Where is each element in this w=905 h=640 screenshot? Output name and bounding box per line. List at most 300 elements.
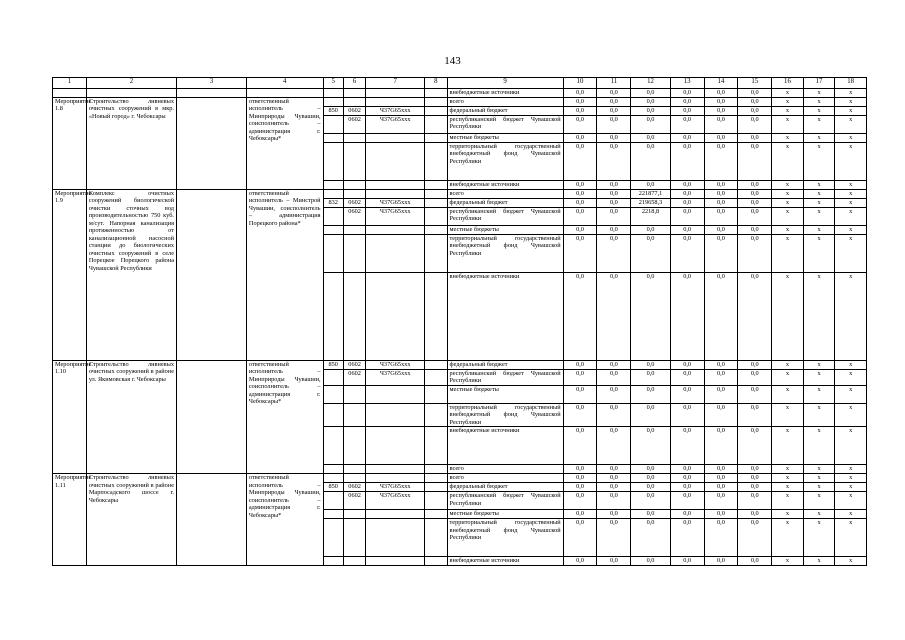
grbs-code [323,272,343,360]
vr-code [425,510,448,519]
grbs-code: 850 [323,106,343,115]
funding-value: 0,0 [597,189,631,198]
rzpr-code: 0602 [343,360,366,369]
vr-code [425,369,448,385]
funding-value: 0,0 [704,492,738,510]
vr-code [425,465,448,474]
csr-code [366,97,425,106]
x-mark: х [803,97,835,106]
funding-value: 0,0 [704,142,738,180]
empty-cell [246,89,323,98]
funding-value: 0,0 [563,106,597,115]
vr-code [425,189,448,198]
funding-value: 0,0 [563,510,597,519]
funding-value: 0,0 [597,403,631,427]
funding-value: 0,0 [704,133,738,142]
funding-source: местные бюджеты [447,510,563,519]
x-mark: х [835,225,867,234]
funding-value: 0,0 [631,89,670,98]
funding-value: 0,0 [631,427,670,465]
column-number: 2 [86,78,176,89]
empty-cell [425,89,448,98]
x-mark: х [835,180,867,189]
vr-code [425,519,448,557]
funding-value: 0,0 [670,492,704,510]
funding-source: федеральный бюджет [447,198,563,207]
rzpr-code: 0602 [343,106,366,115]
funding-value: 0,0 [563,483,597,492]
rzpr-code [343,465,366,474]
grbs-code [323,492,343,510]
vr-code [425,180,448,189]
funding-value: 0,0 [670,115,704,133]
funding-value: 0,0 [563,385,597,403]
x-mark: х [803,403,835,427]
funding-value: 0,0 [704,106,738,115]
x-mark: х [772,142,804,180]
x-mark: х [803,369,835,385]
grbs-code [323,133,343,142]
funding-source: республиканский бюджет Чувашской Республики [447,492,563,510]
funding-value: 0,0 [597,198,631,207]
funding-source: местные бюджеты [447,133,563,142]
funding-value: 0,0 [670,403,704,427]
x-mark: х [835,115,867,133]
column-number: 15 [738,78,772,89]
csr-code: Ч37G65ххх [366,198,425,207]
rzpr-code [343,133,366,142]
funding-value: 0,0 [597,360,631,369]
csr-code [366,180,425,189]
x-mark: х [803,207,835,225]
csr-code: Ч37G65ххх [366,483,425,492]
csr-code: Ч37G65ххх [366,492,425,510]
csr-code [366,474,425,483]
x-mark: х [772,465,804,474]
vr-code [425,557,448,566]
vr-code [425,272,448,360]
csr-code [366,225,425,234]
rzpr-code: 0602 [343,492,366,510]
funding-value: 0,0 [670,207,704,225]
x-mark: х [772,385,804,403]
csr-code: Ч37G65ххх [366,115,425,133]
responsible-executor: ответственный исполнитель – Минприроды Чувашии, соисполнитель – администрация г. Чебоксары* [246,360,323,474]
csr-code [366,557,425,566]
rzpr-code [343,557,366,566]
responsible-executor: ответственный исполнитель – Минприроды Чувашии, соисполнитель – администрация г. Чебоксары* [246,474,323,566]
funding-value: 0,0 [738,557,772,566]
column-number: 17 [803,78,835,89]
funding-value: 0,0 [597,234,631,272]
csr-code: Ч37G65ххх [366,360,425,369]
vr-code [425,492,448,510]
funding-value: 0,0 [670,272,704,360]
funding-value: 0,0 [670,510,704,519]
funding-value: 0,0 [704,225,738,234]
rzpr-code: 0602 [343,483,366,492]
funding-source: внебюджетные источники [447,180,563,189]
column-number: 16 [772,78,804,89]
funding-value: 0,0 [670,106,704,115]
funding-value: 0,0 [670,89,704,98]
funding-value: 0,0 [704,385,738,403]
x-mark: х [803,89,835,98]
empty-cell [323,89,343,98]
x-mark: х [772,106,804,115]
funding-value: 0,0 [670,519,704,557]
funding-value: 0,0 [563,97,597,106]
x-mark: х [772,115,804,133]
funding-value: 0,0 [738,465,772,474]
grbs-code [323,519,343,557]
x-mark: х [772,97,804,106]
funding-value: 0,0 [704,89,738,98]
funding-value: 0,0 [670,369,704,385]
funding-value: 221877,1 [631,189,670,198]
funding-value: 0,0 [704,360,738,369]
x-mark: х [772,180,804,189]
funding-value: 0,0 [704,115,738,133]
funding-source: внебюджетные источники [447,89,563,98]
rzpr-code: 0602 [343,207,366,225]
grbs-code [323,97,343,106]
csr-code [366,133,425,142]
rzpr-code [343,474,366,483]
funding-source: федеральный бюджет [447,106,563,115]
page-number: 143 [444,55,461,67]
x-mark: х [835,483,867,492]
empty-cell [177,360,247,474]
funding-value: 0,0 [563,198,597,207]
funding-value: 0,0 [563,115,597,133]
column-number: 5 [323,78,343,89]
funding-source: внебюджетные источники [447,427,563,465]
funding-value: 0,0 [738,483,772,492]
x-mark: х [772,198,804,207]
funding-value: 0,0 [631,234,670,272]
funding-value: 0,0 [597,97,631,106]
empty-cell [86,89,176,98]
funding-value: 0,0 [738,427,772,465]
funding-value: 0,0 [597,385,631,403]
funding-value: 0,0 [597,557,631,566]
x-mark: х [835,207,867,225]
funding-source: территориальный государственный внебюджетный фонд Чувашской Республики [447,142,563,180]
rzpr-code [343,519,366,557]
x-mark: х [772,427,804,465]
x-mark: х [835,198,867,207]
funding-value: 0,0 [597,115,631,133]
empty-cell [366,89,425,98]
vr-code [425,225,448,234]
vr-code [425,106,448,115]
grbs-code [323,234,343,272]
funding-value: 0,0 [597,492,631,510]
funding-value: 0,0 [563,142,597,180]
x-mark: х [803,234,835,272]
funding-source: внебюджетные источники [447,557,563,566]
measure-id: Мероприятие 1.11 [53,474,87,566]
rzpr-code [343,97,366,106]
x-mark: х [803,510,835,519]
x-mark: х [835,385,867,403]
x-mark: х [772,360,804,369]
funding-value: 0,0 [563,360,597,369]
vr-code [425,115,448,133]
funding-value: 0,0 [704,369,738,385]
funding-source: федеральный бюджет [447,360,563,369]
funding-value: 0,0 [704,403,738,427]
x-mark: х [835,403,867,427]
csr-code [366,234,425,272]
rzpr-code [343,403,366,427]
vr-code [425,403,448,427]
x-mark: х [772,234,804,272]
funding-value: 0,0 [563,272,597,360]
funding-value: 0,0 [597,510,631,519]
funding-value: 0,0 [704,557,738,566]
column-number: 13 [670,78,704,89]
x-mark: х [772,369,804,385]
csr-code [366,519,425,557]
funding-value: 0,0 [738,133,772,142]
x-mark: х [835,369,867,385]
grbs-code [323,189,343,198]
empty-cell [177,89,247,98]
vr-code [425,207,448,225]
x-mark: х [772,403,804,427]
rzpr-code: 0602 [343,369,366,385]
funding-value: 0,0 [738,180,772,189]
grbs-code [323,427,343,465]
funding-value: 0,0 [631,97,670,106]
funding-value: 0,0 [738,97,772,106]
funding-value: 0,0 [670,474,704,483]
funding-value: 0,0 [563,180,597,189]
vr-code [425,427,448,465]
rzpr-code [343,180,366,189]
csr-code: Ч37G65ххх [366,106,425,115]
column-number: 18 [835,78,867,89]
vr-code [425,474,448,483]
x-mark: х [803,180,835,189]
funding-value: 0,0 [704,207,738,225]
funding-value: 0,0 [704,198,738,207]
funding-value: 0,0 [631,492,670,510]
vr-code [425,133,448,142]
x-mark: х [803,492,835,510]
x-mark: х [772,225,804,234]
x-mark: х [803,225,835,234]
funding-value: 0,0 [631,519,670,557]
rzpr-code [343,510,366,519]
rzpr-code [343,225,366,234]
x-mark: х [803,465,835,474]
x-mark: х [803,474,835,483]
csr-code [366,142,425,180]
funding-value: 0,0 [738,106,772,115]
csr-code: Ч37G65ххх [366,207,425,225]
funding-value: 0,0 [704,234,738,272]
x-mark: х [803,189,835,198]
grbs-code: 850 [323,360,343,369]
x-mark: х [803,133,835,142]
x-mark: х [835,492,867,510]
column-number: 9 [447,78,563,89]
x-mark: х [835,97,867,106]
measure-name: Строительство ливневых очистных сооружений в мкр. «Новый город» г. Чебоксары [86,97,176,189]
funding-value: 0,0 [670,225,704,234]
funding-value: 0,0 [563,234,597,272]
funding-value: 0,0 [704,465,738,474]
vr-code [425,198,448,207]
responsible-executor: ответственный исполнитель – Минприроды Чувашии, соисполнитель – администрация г. Чебоксары* [246,97,323,189]
x-mark: х [803,106,835,115]
funding-source: республиканский бюджет Чувашской Республики [447,207,563,225]
empty-cell [343,89,366,98]
funding-value: 0,0 [738,510,772,519]
x-mark: х [803,142,835,180]
grbs-code [323,403,343,427]
funding-value: 0,0 [563,89,597,98]
funding-value: 0,0 [738,360,772,369]
x-mark: х [803,519,835,557]
grbs-code [323,225,343,234]
funding-value: 0,0 [738,142,772,180]
measure-id: Мероприятие 1.9 [53,189,87,360]
funding-value: 0,0 [738,369,772,385]
funding-value: 0,0 [704,180,738,189]
x-mark: х [772,557,804,566]
x-mark: х [803,198,835,207]
x-mark: х [835,272,867,360]
funding-value: 0,0 [670,97,704,106]
column-number: 1 [53,78,87,89]
x-mark: х [835,133,867,142]
column-number: 7 [366,78,425,89]
csr-code [366,189,425,198]
x-mark: х [835,189,867,198]
rzpr-code [343,189,366,198]
funding-value: 0,0 [670,557,704,566]
funding-value: 0,0 [631,385,670,403]
x-mark: х [835,557,867,566]
x-mark: х [835,142,867,180]
funding-source: всего [447,97,563,106]
funding-value: 0,0 [631,360,670,369]
funding-value: 0,0 [738,234,772,272]
x-mark: х [803,115,835,133]
funding-value: 0,0 [563,225,597,234]
column-number: 10 [563,78,597,89]
funding-value: 0,0 [563,557,597,566]
empty-cell [177,97,247,189]
funding-value: 0,0 [670,189,704,198]
funding-source: территориальный государственный внебюджетный фонд Чувашской Республики [447,519,563,557]
column-number: 6 [343,78,366,89]
funding-value: 0,0 [631,474,670,483]
funding-value: 0,0 [704,510,738,519]
funding-value: 0,0 [631,483,670,492]
funding-value: 0,0 [738,89,772,98]
funding-source: местные бюджеты [447,225,563,234]
funding-value: 0,0 [597,106,631,115]
funding-value: 0,0 [631,115,670,133]
csr-code [366,465,425,474]
funding-value: 0,0 [670,427,704,465]
funding-value: 0,0 [563,189,597,198]
funding-value: 0,0 [631,180,670,189]
table-row [53,89,867,98]
funding-source: федеральный бюджет [447,483,563,492]
funding-value: 0,0 [597,427,631,465]
csr-code [366,510,425,519]
funding-value: 0,0 [704,474,738,483]
grbs-code [323,142,343,180]
funding-value: 0,0 [738,225,772,234]
x-mark: х [835,106,867,115]
x-mark: х [803,557,835,566]
funding-value: 0,0 [704,97,738,106]
column-number-row [53,78,867,89]
grbs-code [323,465,343,474]
funding-value: 0,0 [597,225,631,234]
funding-value: 0,0 [738,115,772,133]
x-mark: х [772,510,804,519]
funding-value: 0,0 [670,198,704,207]
funding-value: 2218,8 [631,207,670,225]
funding-source: всего [447,465,563,474]
funding-value: 0,0 [738,474,772,483]
funding-value: 0,0 [563,427,597,465]
rzpr-code [343,272,366,360]
funding-value: 0,0 [631,510,670,519]
grbs-code [323,510,343,519]
grbs-code [323,115,343,133]
funding-value: 0,0 [597,272,631,360]
funding-value: 0,0 [704,189,738,198]
funding-value: 0,0 [738,272,772,360]
funding-value: 0,0 [738,403,772,427]
csr-code [366,427,425,465]
funding-value: 0,0 [631,133,670,142]
grbs-code [323,557,343,566]
vr-code [425,360,448,369]
x-mark: х [835,465,867,474]
funding-value: 0,0 [670,180,704,189]
x-mark: х [772,483,804,492]
funding-value: 0,0 [738,207,772,225]
funding-value: 0,0 [631,465,670,474]
funding-value: 0,0 [563,369,597,385]
empty-cell [53,89,87,98]
grbs-code [323,369,343,385]
funding-source: республиканский бюджет Чувашской Республики [447,369,563,385]
funding-value: 0,0 [631,403,670,427]
funding-value: 0,0 [670,360,704,369]
x-mark: х [772,189,804,198]
funding-value: 0,0 [563,519,597,557]
x-mark: х [835,510,867,519]
x-mark: х [835,519,867,557]
column-number: 12 [631,78,670,89]
measure-id: Мероприятие 1.8 [53,97,87,189]
funding-value: 0,0 [631,142,670,180]
grbs-code: 850 [323,483,343,492]
funding-value: 0,0 [597,142,631,180]
rzpr-code [343,234,366,272]
